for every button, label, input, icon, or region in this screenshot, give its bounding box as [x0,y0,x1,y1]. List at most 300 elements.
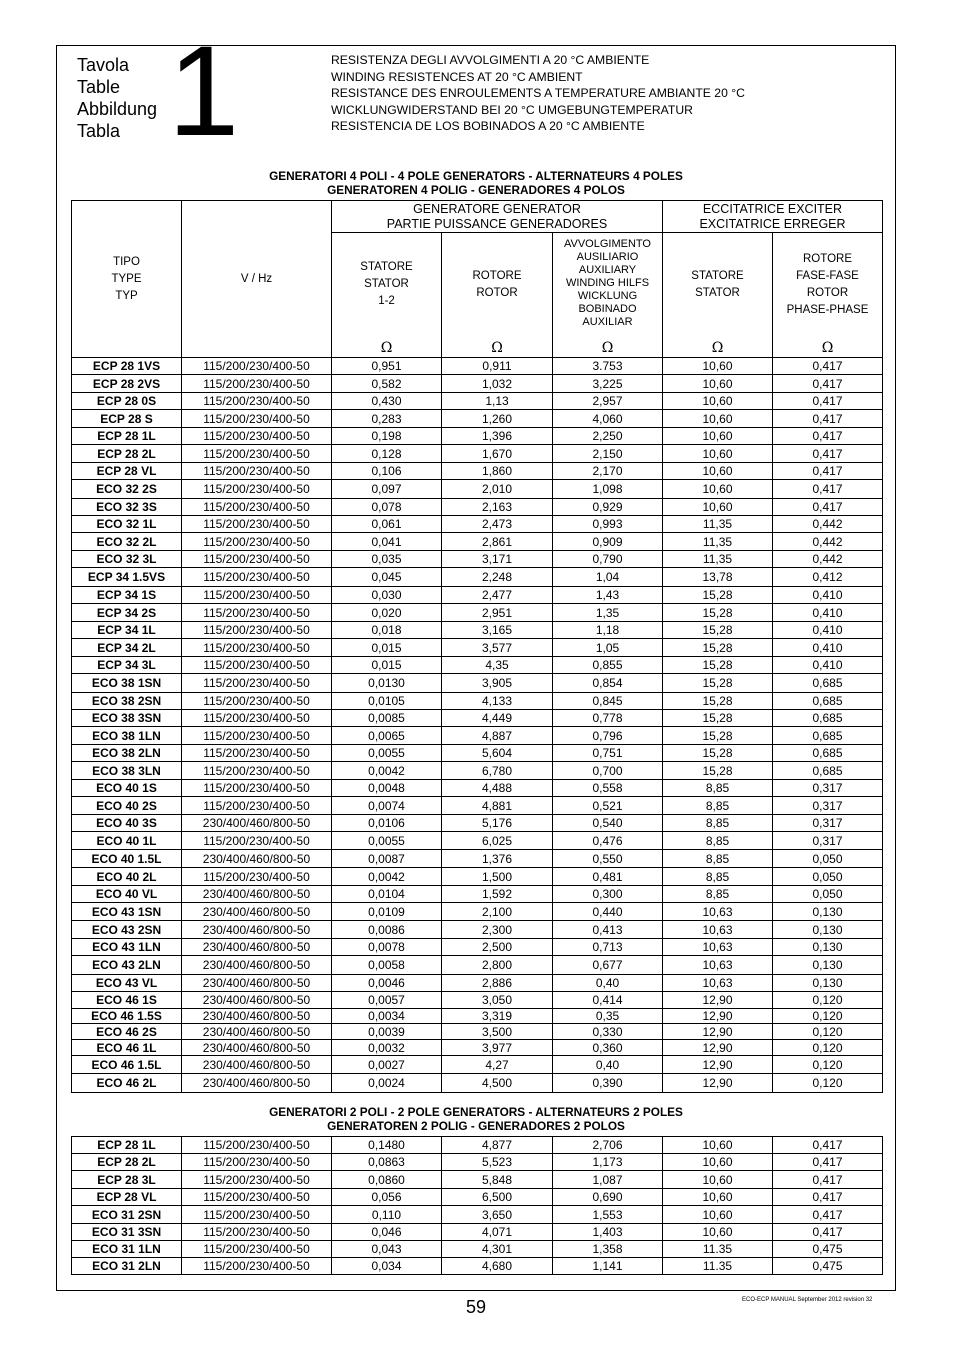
label-es: Tabla [77,121,121,141]
cell-rotor: 1,396 [442,428,553,445]
cell-type: ECO 38 3SN [72,710,182,727]
cell-rotor: 4,877 [442,1137,553,1154]
cell-aux: 2,957 [553,393,663,410]
cell-stator: 0,034 [332,1258,442,1275]
cell-rotor: 1,032 [442,375,553,393]
cell-rotor: 3,650 [442,1206,553,1224]
cell-stator: 0,128 [332,445,442,463]
generator-group-header [332,201,663,233]
cell-aux: 0,993 [553,516,663,533]
label-en: Table [77,77,121,97]
cell-aux: 0,540 [553,815,663,832]
cell-rotor: 3,050 [442,992,553,1009]
cell-exc-rotor: 0,417 [773,410,883,428]
cell-exc-rotor: 0,130 [773,939,883,956]
cell-stator: 0,0058 [332,956,442,975]
cell-aux: 0,713 [553,939,663,956]
cell-exc-stator: 15,28 [663,762,773,780]
ohm-unit: Ω [553,337,663,358]
cell-exc-stator: 12,90 [663,992,773,1009]
cell-stator: 0,0074 [332,797,442,815]
exciter-group-header [663,201,883,233]
cell-aux: 0,700 [553,762,663,780]
cell-type: ECO 31 2SN [72,1206,182,1224]
cell-type: ECO 43 2SN [72,921,182,939]
cell-stator: 0,0109 [332,903,442,921]
cell-aux: 1,173 [553,1154,663,1171]
cell-stator: 0,106 [332,463,442,480]
table-row [72,463,883,480]
cell-exc-rotor: 0,120 [773,1009,883,1024]
cell-type: ECO 31 1LN [72,1241,182,1258]
cell-exc-stator: 10,60 [663,445,773,463]
table-row [72,1171,883,1189]
cell-type: ECP 34 1S [72,587,182,604]
cell-type: ECO 40 3S [72,815,182,832]
cell-exc-stator: 8,85 [663,850,773,868]
cell-type: ECO 31 3SN [72,1224,182,1241]
cell-voltage: 115/200/230/400-50 [182,762,332,780]
cell-voltage: 115/200/230/400-50 [182,710,332,727]
cell-voltage: 230/400/460/800-50 [182,1040,332,1056]
cell-rotor: 2,300 [442,921,553,939]
cell-type: ECO 40 1L [72,832,182,850]
statore-phase: 1-2 [378,295,395,308]
table-row [72,1224,883,1241]
cell-exc-stator: 15,28 [663,710,773,727]
cell-rotor: 2,477 [442,587,553,604]
table-row [72,1206,883,1224]
table-row [72,868,883,886]
cell-exc-stator: 10,60 [663,1137,773,1154]
cell-aux: 0,929 [553,499,663,516]
cell-stator: 0,015 [332,639,442,657]
cell-exc-rotor: 0,417 [773,445,883,463]
aux-line: WICKLUNG [577,290,638,302]
cell-aux: 0,796 [553,727,663,745]
cell-exc-stator: 10,60 [663,1224,773,1241]
cell-exc-rotor: 0,130 [773,903,883,921]
exc-rotore-line: PHASE-PHASE [786,303,869,316]
cell-stator: 0,0065 [332,727,442,745]
cell-voltage: 115/200/230/400-50 [182,1258,332,1275]
table-row [72,815,883,832]
cell-voltage: 230/400/460/800-50 [182,1024,332,1040]
cell-exc-stator: 8,85 [663,886,773,903]
cell-stator: 0,0057 [332,992,442,1009]
table-row [72,921,883,939]
cell-stator: 0,0085 [332,710,442,727]
cell-aux: 1,43 [553,587,663,604]
cell-exc-stator: 10,60 [663,499,773,516]
table-row [72,693,883,710]
cell-rotor: 2,951 [442,604,553,622]
cell-rotor: 3,171 [442,551,553,568]
cell-stator: 0,0130 [332,674,442,693]
cell-stator: 0,097 [332,480,442,499]
cell-type: ECO 31 2LN [72,1258,182,1275]
title-es: RESISTENCIA DE LOS BOBINADOS A 20 °C AMBIENTE [331,119,645,134]
cell-exc-stator: 10,63 [663,939,773,956]
cell-stator: 0,043 [332,1241,442,1258]
cell-rotor: 4,500 [442,1074,553,1093]
cell-exc-stator: 15,28 [663,622,773,639]
cell-rotor: 2,163 [442,499,553,516]
table-row [72,533,883,551]
cell-voltage: 115/200/230/400-50 [182,693,332,710]
cell-aux: 0,521 [553,797,663,815]
cell-exc-rotor: 0,475 [773,1241,883,1258]
cell-type: ECO 43 2LN [72,956,182,975]
cell-stator: 0,0860 [332,1171,442,1189]
ohm-unit: Ω [332,337,442,358]
table-row [72,710,883,727]
ohm-unit: Ω [773,337,883,358]
cell-rotor: 2,010 [442,480,553,499]
cell-aux: 0,778 [553,710,663,727]
exciter-group-line2: EXCITATRICE ERREGER [699,216,846,231]
cell-exc-stator: 12,90 [663,1040,773,1056]
cell-exc-rotor: 0,417 [773,463,883,480]
cell-voltage: 115/200/230/400-50 [182,1206,332,1224]
cell-aux: 3,225 [553,375,663,393]
cell-type: ECP 28 1L [72,1137,182,1154]
cell-stator: 0,045 [332,568,442,587]
cell-rotor: 1,376 [442,850,553,868]
cell-type: ECO 40 2S [72,797,182,815]
cell-stator: 0,0106 [332,815,442,832]
cell-exc-rotor: 0,410 [773,657,883,674]
cell-exc-rotor: 0,442 [773,533,883,551]
cell-exc-rotor: 0,685 [773,762,883,780]
cell-rotor: 2,800 [442,956,553,975]
cell-voltage: 115/200/230/400-50 [182,657,332,674]
cell-exc-rotor: 0,442 [773,551,883,568]
table-row [72,587,883,604]
cell-rotor: 1,500 [442,868,553,886]
section-2-line1: GENERATORI 2 POLI - 2 POLE GENERATORS - ALTERNATEURS 2 POLES [269,1105,683,1119]
cell-exc-rotor: 0,130 [773,921,883,939]
cell-voltage: 115/200/230/400-50 [182,1154,332,1171]
table-row [72,410,883,428]
table-row [72,499,883,516]
cell-rotor: 0,911 [442,358,553,375]
cell-exc-stator: 8,85 [663,780,773,797]
cell-rotor: 4,449 [442,710,553,727]
table-row [72,797,883,815]
cell-aux: 0,855 [553,657,663,674]
cell-type: ECO 32 3L [72,551,182,568]
cell-voltage: 115/200/230/400-50 [182,1241,332,1258]
cell-exc-stator: 11,35 [663,516,773,533]
cell-rotor: 2,500 [442,939,553,956]
cell-voltage: 115/200/230/400-50 [182,516,332,533]
cell-rotor: 4,881 [442,797,553,815]
cell-stator: 0,0055 [332,832,442,850]
table-row [72,657,883,674]
cell-rotor: 1,260 [442,410,553,428]
cell-exc-rotor: 0,685 [773,745,883,762]
table-row [72,568,883,587]
rotore-it: ROTORE [472,269,522,282]
exciter-group-line1: ECCITATRICE EXCITER [702,201,843,216]
cell-type: ECO 32 1L [72,516,182,533]
cell-exc-stator: 10,60 [663,1189,773,1206]
col-tipo-header [72,201,182,358]
cell-type: ECO 46 2L [72,1074,182,1093]
section-2-pole-heading [70,1106,882,1133]
cell-type: ECP 28 VL [72,463,182,480]
section-4-line1: GENERATORI 4 POLI - 4 POLE GENERATORS - ALTERNATEURS 4 POLES [269,169,683,183]
cell-exc-rotor: 0,317 [773,797,883,815]
cell-voltage: 115/200/230/400-50 [182,499,332,516]
cell-voltage: 115/200/230/400-50 [182,1137,332,1154]
cell-exc-rotor: 0,050 [773,850,883,868]
cell-exc-rotor: 0,685 [773,674,883,693]
table-row [72,745,883,762]
cell-exc-rotor: 0,050 [773,868,883,886]
cell-voltage: 115/200/230/400-50 [182,674,332,693]
cell-stator: 0,035 [332,551,442,568]
title-fr: RESISTANCE DES ENROULEMENTS A TEMPERATURE AMBIANTE 20 °C [331,86,745,101]
cell-aux: 0,300 [553,886,663,903]
cell-exc-stator: 11.35 [663,1241,773,1258]
cell-exc-stator: 10,60 [663,410,773,428]
cell-aux: 0,330 [553,1024,663,1040]
cell-exc-stator: 10,60 [663,393,773,410]
cell-voltage: 230/400/460/800-50 [182,956,332,975]
cell-type: ECP 28 2L [72,445,182,463]
cell-voltage: 115/200/230/400-50 [182,568,332,587]
cell-voltage: 230/400/460/800-50 [182,1056,332,1074]
cell-aux: 0,854 [553,674,663,693]
cell-aux: 1,35 [553,604,663,622]
table-row [72,358,883,375]
title-it: RESISTENZA DEGLI AVVOLGIMENTI A 20 °C AMBIENTE [331,53,650,67]
table-row [72,780,883,797]
cell-exc-rotor: 0,410 [773,587,883,604]
table-label [77,54,157,142]
table-row [72,1024,883,1040]
cell-aux: 0,558 [553,780,663,797]
cell-stator: 0,283 [332,410,442,428]
cell-exc-rotor: 0,120 [773,1056,883,1074]
cell-type: ECP 34 2L [72,639,182,657]
table-row [72,903,883,921]
cell-stator: 0,582 [332,375,442,393]
table-row [72,850,883,868]
cell-aux: 4,060 [553,410,663,428]
cell-voltage: 230/400/460/800-50 [182,903,332,921]
cell-aux: 2,250 [553,428,663,445]
cell-stator: 0,061 [332,516,442,533]
table-row [72,1258,883,1275]
cell-type: ECO 46 1.5S [72,1009,182,1024]
table-row [72,975,883,992]
cell-type: ECO 38 1LN [72,727,182,745]
cell-exc-stator: 10,60 [663,463,773,480]
cell-aux: 0,414 [553,992,663,1009]
cell-exc-stator: 12,90 [663,1009,773,1024]
cell-rotor: 2,473 [442,516,553,533]
label-de: Abbildung [77,99,158,119]
cell-voltage: 230/400/460/800-50 [182,1074,332,1093]
cell-rotor: 5,176 [442,815,553,832]
cell-exc-stator: 15,28 [663,604,773,622]
cell-voltage: 115/200/230/400-50 [182,727,332,745]
title-de: WICKLUNGWIDERSTAND BEI 20 °C UMGEBUNGTEMPERATUR [331,102,693,117]
cell-exc-stator: 11.35 [663,1258,773,1275]
cell-exc-rotor: 0,475 [773,1258,883,1275]
cell-stator: 0,430 [332,393,442,410]
title-en: WINDING RESISTENCES AT 20 °C AMBIENT [331,69,583,84]
page-number: 59 [466,1297,487,1317]
cell-voltage: 115/200/230/400-50 [182,639,332,657]
table-row [72,1056,883,1074]
cell-exc-stator: 13,78 [663,568,773,587]
cell-voltage: 230/400/460/800-50 [182,921,332,939]
cell-stator: 0,0055 [332,745,442,762]
cell-voltage: 115/200/230/400-50 [182,375,332,393]
table-row [72,992,883,1009]
cell-type: ECO 38 1SN [72,674,182,693]
cell-stator: 0,015 [332,657,442,674]
cell-stator: 0,0078 [332,939,442,956]
aux-line: AVVOLGIMENTO [563,238,651,250]
cell-stator: 0,0104 [332,886,442,903]
cell-aux: 2,706 [553,1137,663,1154]
table-row [72,1189,883,1206]
cell-type: ECO 38 2SN [72,693,182,710]
cell-stator: 0,0039 [332,1024,442,1040]
cell-exc-rotor: 0,417 [773,1154,883,1171]
cell-exc-stator: 10,60 [663,1154,773,1171]
cell-type: ECP 28 1L [72,428,182,445]
table-row [72,428,883,445]
cell-exc-stator: 15,28 [663,587,773,604]
cell-voltage: 230/400/460/800-50 [182,939,332,956]
col-statore-header [332,233,442,337]
cell-rotor: 3,977 [442,1040,553,1056]
cell-exc-rotor: 0,317 [773,815,883,832]
cell-rotor: 6,500 [442,1189,553,1206]
cell-voltage: 230/400/460/800-50 [182,975,332,992]
cell-stator: 0,056 [332,1189,442,1206]
cell-exc-rotor: 0,417 [773,393,883,410]
cell-exc-rotor: 0,410 [773,639,883,657]
cell-aux: 0,550 [553,850,663,868]
cell-exc-stator: 10,63 [663,956,773,975]
table-row [72,375,883,393]
cell-aux: 1,098 [553,480,663,499]
cell-rotor: 4,488 [442,780,553,797]
cell-voltage: 115/200/230/400-50 [182,533,332,551]
cell-type: ECO 40 VL [72,886,182,903]
tipo-it: TIPO [113,255,140,268]
cell-type: ECP 28 1VS [72,358,182,375]
table-2-pole [71,1136,883,1275]
section-2-line2: GENERATOREN 2 POLIG - GENERADORES 2 POLOS [327,1118,625,1133]
cell-aux: 2,170 [553,463,663,480]
cell-exc-rotor: 0,442 [773,516,883,533]
cell-exc-stator: 10,60 [663,428,773,445]
table-row [72,1241,883,1258]
cell-voltage: 115/200/230/400-50 [182,832,332,850]
aux-line: WINDING HILFS [565,277,650,289]
cell-aux: 0,440 [553,903,663,921]
cell-stator: 0,110 [332,1206,442,1224]
cell-exc-rotor: 0,410 [773,622,883,639]
cell-voltage: 115/200/230/400-50 [182,463,332,480]
cell-rotor: 2,886 [442,975,553,992]
cell-rotor: 4,071 [442,1224,553,1241]
tipo-de: TYP [115,289,138,302]
cell-exc-stator: 8,85 [663,868,773,886]
cell-stator: 0,0032 [332,1040,442,1056]
cell-voltage: 115/200/230/400-50 [182,1171,332,1189]
table-row [72,674,883,693]
cell-type: ECO 43 1LN [72,939,182,956]
cell-aux: 0,476 [553,832,663,850]
cell-exc-stator: 12,90 [663,1074,773,1093]
cell-voltage: 115/200/230/400-50 [182,780,332,797]
cell-stator: 0,030 [332,587,442,604]
cell-exc-stator: 15,28 [663,745,773,762]
cell-rotor: 4,887 [442,727,553,745]
cell-exc-rotor: 0,410 [773,604,883,622]
cell-exc-stator: 15,28 [663,657,773,674]
cell-aux: 0,909 [553,533,663,551]
cell-exc-stator: 10,63 [663,921,773,939]
cell-stator: 0,046 [332,1224,442,1241]
cell-stator: 0,0024 [332,1074,442,1093]
aux-line: AUSILIARIO [576,251,639,263]
table-row [72,886,883,903]
cell-type: ECO 40 1.5L [72,850,182,868]
table-row [72,762,883,780]
table-row [72,832,883,850]
cell-rotor: 1,13 [442,393,553,410]
cell-type: ECP 34 2S [72,604,182,622]
cell-aux: 1,05 [553,639,663,657]
col-aux-header [553,233,663,337]
cell-exc-rotor: 0,685 [773,693,883,710]
cell-rotor: 4,35 [442,657,553,674]
cell-exc-rotor: 0,417 [773,1189,883,1206]
cell-type: ECP 28 0S [72,393,182,410]
table-row [72,445,883,463]
cell-type: ECO 32 2S [72,480,182,499]
table-number: 1 [168,20,240,163]
cell-exc-rotor: 0,685 [773,710,883,727]
cell-stator: 0,018 [332,622,442,639]
cell-exc-stator: 15,28 [663,727,773,745]
cell-aux: 0,413 [553,921,663,939]
cell-voltage: 115/200/230/400-50 [182,587,332,604]
cell-aux: 1,403 [553,1224,663,1241]
cell-voltage: 115/200/230/400-50 [182,1189,332,1206]
cell-stator: 0,0042 [332,762,442,780]
cell-type: ECO 32 3S [72,499,182,516]
cell-voltage: 115/200/230/400-50 [182,480,332,499]
aux-line: AUXILIARY [578,264,637,276]
section-4-pole-heading [70,170,882,197]
cell-exc-stator: 12,90 [663,1056,773,1074]
table-titles [331,52,745,135]
cell-rotor: 2,100 [442,903,553,921]
cell-exc-stator: 8,85 [663,797,773,815]
cell-aux: 1,553 [553,1206,663,1224]
